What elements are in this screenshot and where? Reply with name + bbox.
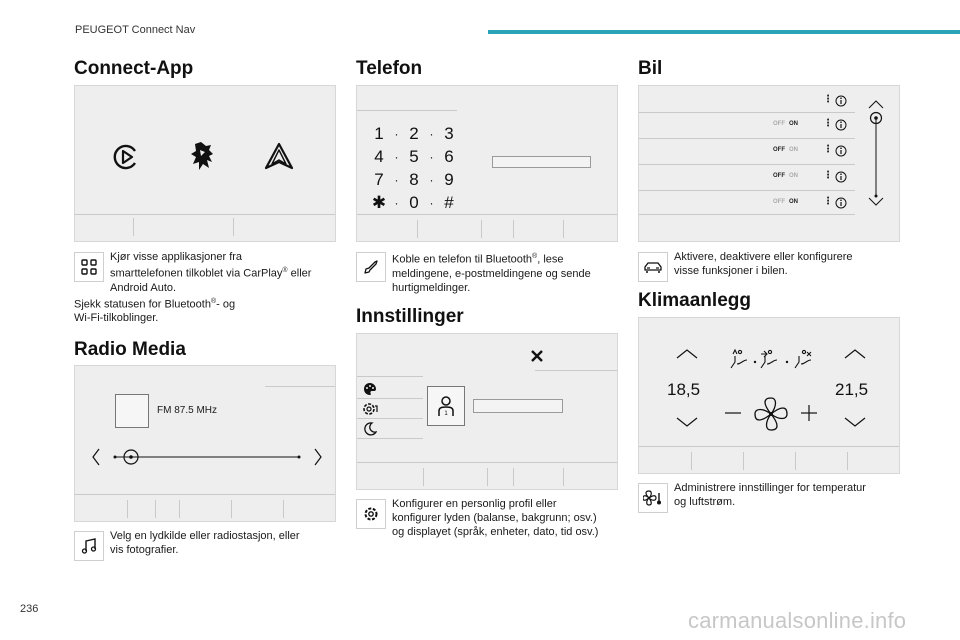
temperature-right: 21,5 bbox=[835, 380, 869, 399]
header-accent-bar bbox=[488, 30, 960, 34]
music-note-icon bbox=[74, 531, 104, 561]
keypad-separator: · bbox=[394, 172, 399, 187]
keypad-key[interactable]: 1 bbox=[374, 123, 384, 143]
on-off-toggle[interactable]: OFF ON bbox=[773, 147, 798, 153]
night-mode-icon bbox=[363, 422, 377, 436]
more-options-icon[interactable]: ⋮ bbox=[823, 144, 833, 155]
keypad-key[interactable]: 2 bbox=[409, 123, 419, 143]
airflow-distribution-icons bbox=[727, 348, 819, 370]
close-icon bbox=[531, 350, 543, 362]
keypad-key[interactable]: 6 bbox=[444, 146, 454, 166]
telefon-screen bbox=[356, 85, 618, 242]
section-title-telefon: Telefon bbox=[356, 58, 423, 79]
keypad-key[interactable]: 4 bbox=[374, 146, 384, 166]
temp-right-down-icon bbox=[843, 416, 867, 428]
keypad-key[interactable]: # bbox=[444, 192, 454, 212]
temp-right-up-icon bbox=[843, 348, 867, 360]
section-title-connect-app: Connect-App bbox=[74, 58, 194, 79]
section-title-bil: Bil bbox=[638, 58, 663, 79]
keypad-separator: · bbox=[429, 126, 434, 141]
phone-number-field bbox=[492, 156, 591, 168]
palette-icon bbox=[363, 382, 377, 396]
keypad-separator: · bbox=[394, 195, 399, 210]
klimaanlegg-description: Administrere innstillinger for temperatur og luftstrøm. bbox=[638, 481, 900, 515]
radio-media-screen bbox=[74, 365, 336, 522]
radio-station-frequency: FM 87.5 MHz bbox=[157, 405, 218, 416]
on-off-toggle[interactable]: OFF ON bbox=[773, 173, 798, 179]
connect-app-screen bbox=[74, 85, 336, 242]
temp-left-up-icon bbox=[675, 348, 699, 360]
radio-media-description: Velg en lydkilde eller radiostasjon, eller vis fotografier. bbox=[74, 529, 336, 563]
section-title-radio-media: Radio Media bbox=[74, 339, 186, 360]
more-options-icon[interactable]: ⋮ bbox=[823, 94, 833, 105]
keypad-separator: · bbox=[429, 195, 434, 210]
apps-grid-icon bbox=[74, 252, 104, 282]
profile-name-field bbox=[473, 399, 563, 413]
info-icon[interactable] bbox=[835, 197, 847, 209]
more-options-icon[interactable]: ⋮ bbox=[823, 118, 833, 129]
more-options-icon[interactable]: ⋮ bbox=[823, 196, 833, 207]
info-icon[interactable] bbox=[835, 95, 847, 107]
innstillinger-screen bbox=[356, 333, 618, 490]
on-off-toggle[interactable]: OFF ON bbox=[773, 121, 798, 127]
sound-settings-icon bbox=[361, 400, 379, 418]
frequency-slider bbox=[91, 446, 323, 468]
fan-speed-control bbox=[723, 396, 819, 432]
svg-text:1: 1 bbox=[444, 411, 448, 417]
climate-fan-icon bbox=[638, 483, 668, 513]
android-auto-icon bbox=[263, 142, 295, 172]
info-icon[interactable] bbox=[835, 145, 847, 157]
watermark: carmanualsonline.info bbox=[688, 608, 907, 633]
telefon-description: Koble en telefon til Bluetooth®, lese meldingene, e-postmeldingene og sende hurtigmeldinger. bbox=[356, 250, 618, 295]
page-number: 236 bbox=[20, 603, 39, 615]
temp-left-down-icon bbox=[675, 416, 699, 428]
keypad-separator: · bbox=[429, 149, 434, 164]
bil-screen bbox=[638, 85, 900, 242]
keypad-key[interactable]: 3 bbox=[444, 123, 454, 143]
temperature-left: 18,5 bbox=[667, 380, 701, 399]
profile-avatar bbox=[427, 386, 465, 426]
keypad-key[interactable]: 0 bbox=[409, 192, 419, 212]
keypad-key[interactable]: ✱ bbox=[371, 192, 387, 212]
keypad-key[interactable]: 5 bbox=[409, 146, 419, 166]
phone-keypad bbox=[371, 122, 457, 214]
running-header: PEUGEOT Connect Nav bbox=[75, 24, 196, 36]
keypad-separator: · bbox=[394, 126, 399, 141]
peugeot-lion-icon bbox=[187, 140, 219, 174]
klimaanlegg-screen bbox=[638, 317, 900, 474]
more-options-icon[interactable]: ⋮ bbox=[823, 170, 833, 181]
connect-app-description: Kjør visse applikasjoner fra smarttelefonen tilkoblet via CarPlay® eller Android Auto. Sjekk statusen for Bluetooth®- og Wi-Fi-tilkoblinger. bbox=[74, 251, 312, 325]
innstillinger-description: Konfigurer en personlig profil eller konfigurer lyden (balanse, bakgrunn; osv.) og displayet (språk, enheter, dato, tid osv.) bbox=[356, 497, 618, 539]
section-title-klimaanlegg: Klimaanlegg bbox=[638, 290, 751, 311]
keypad-key[interactable]: 9 bbox=[444, 169, 454, 189]
keypad-key[interactable]: 7 bbox=[374, 169, 384, 189]
settings-gear-icon bbox=[356, 499, 386, 529]
section-title-innstillinger: Innstillinger bbox=[356, 306, 464, 327]
info-icon[interactable] bbox=[835, 171, 847, 183]
keypad-separator: · bbox=[394, 149, 399, 164]
bil-description: Aktivere, deaktivere eller konfigurere visse funksjoner i bilen. bbox=[638, 250, 900, 284]
list-scrollbar bbox=[865, 96, 887, 206]
keypad-separator: · bbox=[429, 172, 434, 187]
phone-handset-icon bbox=[356, 252, 386, 282]
carplay-icon bbox=[111, 142, 141, 172]
car-icon bbox=[638, 252, 668, 282]
info-icon[interactable] bbox=[835, 119, 847, 131]
on-off-toggle[interactable]: OFF ON bbox=[773, 199, 798, 205]
keypad-key[interactable]: 8 bbox=[409, 169, 419, 189]
album-art-placeholder bbox=[115, 394, 149, 428]
